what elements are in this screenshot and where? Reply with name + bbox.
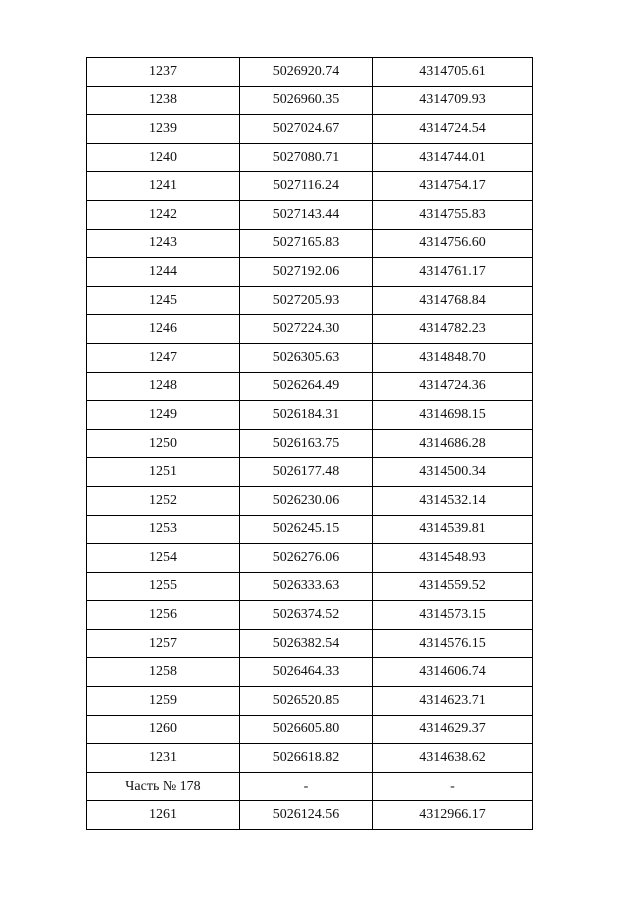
table-row — [87, 572, 533, 601]
table-row — [87, 458, 533, 487]
y-coordinate-cell: 4314559.52 — [373, 572, 533, 601]
x-coordinate-cell: 5026960.35 — [240, 86, 373, 115]
table-row — [87, 229, 533, 258]
y-coordinate-cell: 4314761.17 — [373, 258, 533, 287]
point-number-cell: 1249 — [87, 401, 240, 430]
x-coordinate-cell: 5027192.06 — [240, 258, 373, 287]
table-row — [87, 658, 533, 687]
table-row — [87, 115, 533, 144]
x-coordinate-cell: 5026382.54 — [240, 629, 373, 658]
y-coordinate-cell: 4314573.15 — [373, 601, 533, 630]
x-coordinate-cell: 5027024.67 — [240, 115, 373, 144]
x-coordinate-cell: 5026184.31 — [240, 401, 373, 430]
table-row — [87, 286, 533, 315]
point-number-cell: 1231 — [87, 744, 240, 773]
x-coordinate-cell: 5026464.33 — [240, 658, 373, 687]
table-row — [87, 715, 533, 744]
table-row — [87, 200, 533, 229]
table-row — [87, 343, 533, 372]
y-coordinate-cell: 4314705.61 — [373, 58, 533, 87]
x-coordinate-cell: 5026520.85 — [240, 687, 373, 716]
coordinates-table-body — [87, 58, 533, 830]
table-row — [87, 601, 533, 630]
y-coordinate-cell: 4314539.81 — [373, 515, 533, 544]
y-coordinate-cell: 4314638.62 — [373, 744, 533, 773]
point-number-cell: 1248 — [87, 372, 240, 401]
y-coordinate-cell: 4314755.83 — [373, 200, 533, 229]
y-coordinate-cell: 4314724.54 — [373, 115, 533, 144]
table-row — [87, 58, 533, 87]
point-number-cell: 1247 — [87, 343, 240, 372]
table-row — [87, 315, 533, 344]
table-row — [87, 801, 533, 830]
y-coordinate-cell: 4314606.74 — [373, 658, 533, 687]
table-row — [87, 401, 533, 430]
table-row — [87, 744, 533, 773]
point-number-cell: 1259 — [87, 687, 240, 716]
table-row — [87, 143, 533, 172]
table-row — [87, 172, 533, 201]
y-coordinate-cell: 4314756.60 — [373, 229, 533, 258]
x-coordinate-cell: 5027165.83 — [240, 229, 373, 258]
point-number-cell: 1246 — [87, 315, 240, 344]
point-number-cell: 1244 — [87, 258, 240, 287]
point-number-cell: 1250 — [87, 429, 240, 458]
y-coordinate-cell: 4314782.23 — [373, 315, 533, 344]
x-coordinate-cell: 5027080.71 — [240, 143, 373, 172]
point-number-cell: 1253 — [87, 515, 240, 544]
x-coordinate-cell: 5026305.63 — [240, 343, 373, 372]
table-row — [87, 515, 533, 544]
point-number-cell: 1252 — [87, 486, 240, 515]
table-row — [87, 372, 533, 401]
x-coordinate-cell: 5027205.93 — [240, 286, 373, 315]
point-number-cell: 1241 — [87, 172, 240, 201]
x-coordinate-cell: 5026333.63 — [240, 572, 373, 601]
x-coordinate-cell: 5027143.44 — [240, 200, 373, 229]
y-coordinate-cell: 4314548.93 — [373, 544, 533, 573]
table-row — [87, 687, 533, 716]
x-coordinate-cell: 5027224.30 — [240, 315, 373, 344]
x-coordinate-cell: 5026605.80 — [240, 715, 373, 744]
x-coordinate-cell: 5027116.24 — [240, 172, 373, 201]
table-row — [87, 258, 533, 287]
y-coordinate-cell: - — [373, 772, 533, 801]
x-coordinate-cell: - — [240, 772, 373, 801]
y-coordinate-cell: 4314629.37 — [373, 715, 533, 744]
x-coordinate-cell: 5026230.06 — [240, 486, 373, 515]
y-coordinate-cell: 4314623.71 — [373, 687, 533, 716]
point-number-cell: 1242 — [87, 200, 240, 229]
table-row — [87, 429, 533, 458]
point-number-cell: 1260 — [87, 715, 240, 744]
x-coordinate-cell: 5026276.06 — [240, 544, 373, 573]
point-number-cell: 1237 — [87, 58, 240, 87]
coordinates-table — [86, 57, 533, 830]
table-row — [87, 544, 533, 573]
x-coordinate-cell: 5026374.52 — [240, 601, 373, 630]
y-coordinate-cell: 4314744.01 — [373, 143, 533, 172]
x-coordinate-cell: 5026177.48 — [240, 458, 373, 487]
y-coordinate-cell: 4312966.17 — [373, 801, 533, 830]
x-coordinate-cell: 5026245.15 — [240, 515, 373, 544]
table-row — [87, 486, 533, 515]
point-number-cell: 1239 — [87, 115, 240, 144]
y-coordinate-cell: 4314500.34 — [373, 458, 533, 487]
x-coordinate-cell: 5026264.49 — [240, 372, 373, 401]
x-coordinate-cell: 5026163.75 — [240, 429, 373, 458]
x-coordinate-cell: 5026124.56 — [240, 801, 373, 830]
table-row — [87, 629, 533, 658]
y-coordinate-cell: 4314686.28 — [373, 429, 533, 458]
y-coordinate-cell: 4314576.15 — [373, 629, 533, 658]
point-number-cell: 1261 — [87, 801, 240, 830]
point-number-cell: 1257 — [87, 629, 240, 658]
point-number-cell: 1243 — [87, 229, 240, 258]
point-number-cell: 1258 — [87, 658, 240, 687]
x-coordinate-cell: 5026920.74 — [240, 58, 373, 87]
table-row — [87, 86, 533, 115]
point-number-cell: 1238 — [87, 86, 240, 115]
point-number-cell: 1255 — [87, 572, 240, 601]
point-number-cell: 1256 — [87, 601, 240, 630]
y-coordinate-cell: 4314698.15 — [373, 401, 533, 430]
y-coordinate-cell: 4314532.14 — [373, 486, 533, 515]
y-coordinate-cell: 4314724.36 — [373, 372, 533, 401]
y-coordinate-cell: 4314848.70 — [373, 343, 533, 372]
point-number-cell: 1245 — [87, 286, 240, 315]
y-coordinate-cell: 4314709.93 — [373, 86, 533, 115]
point-number-cell: 1254 — [87, 544, 240, 573]
point-number-cell: 1251 — [87, 458, 240, 487]
point-number-cell: 1240 — [87, 143, 240, 172]
y-coordinate-cell: 4314754.17 — [373, 172, 533, 201]
table-row — [87, 772, 533, 801]
point-number-cell: Часть № 178 — [87, 772, 240, 801]
x-coordinate-cell: 5026618.82 — [240, 744, 373, 773]
y-coordinate-cell: 4314768.84 — [373, 286, 533, 315]
